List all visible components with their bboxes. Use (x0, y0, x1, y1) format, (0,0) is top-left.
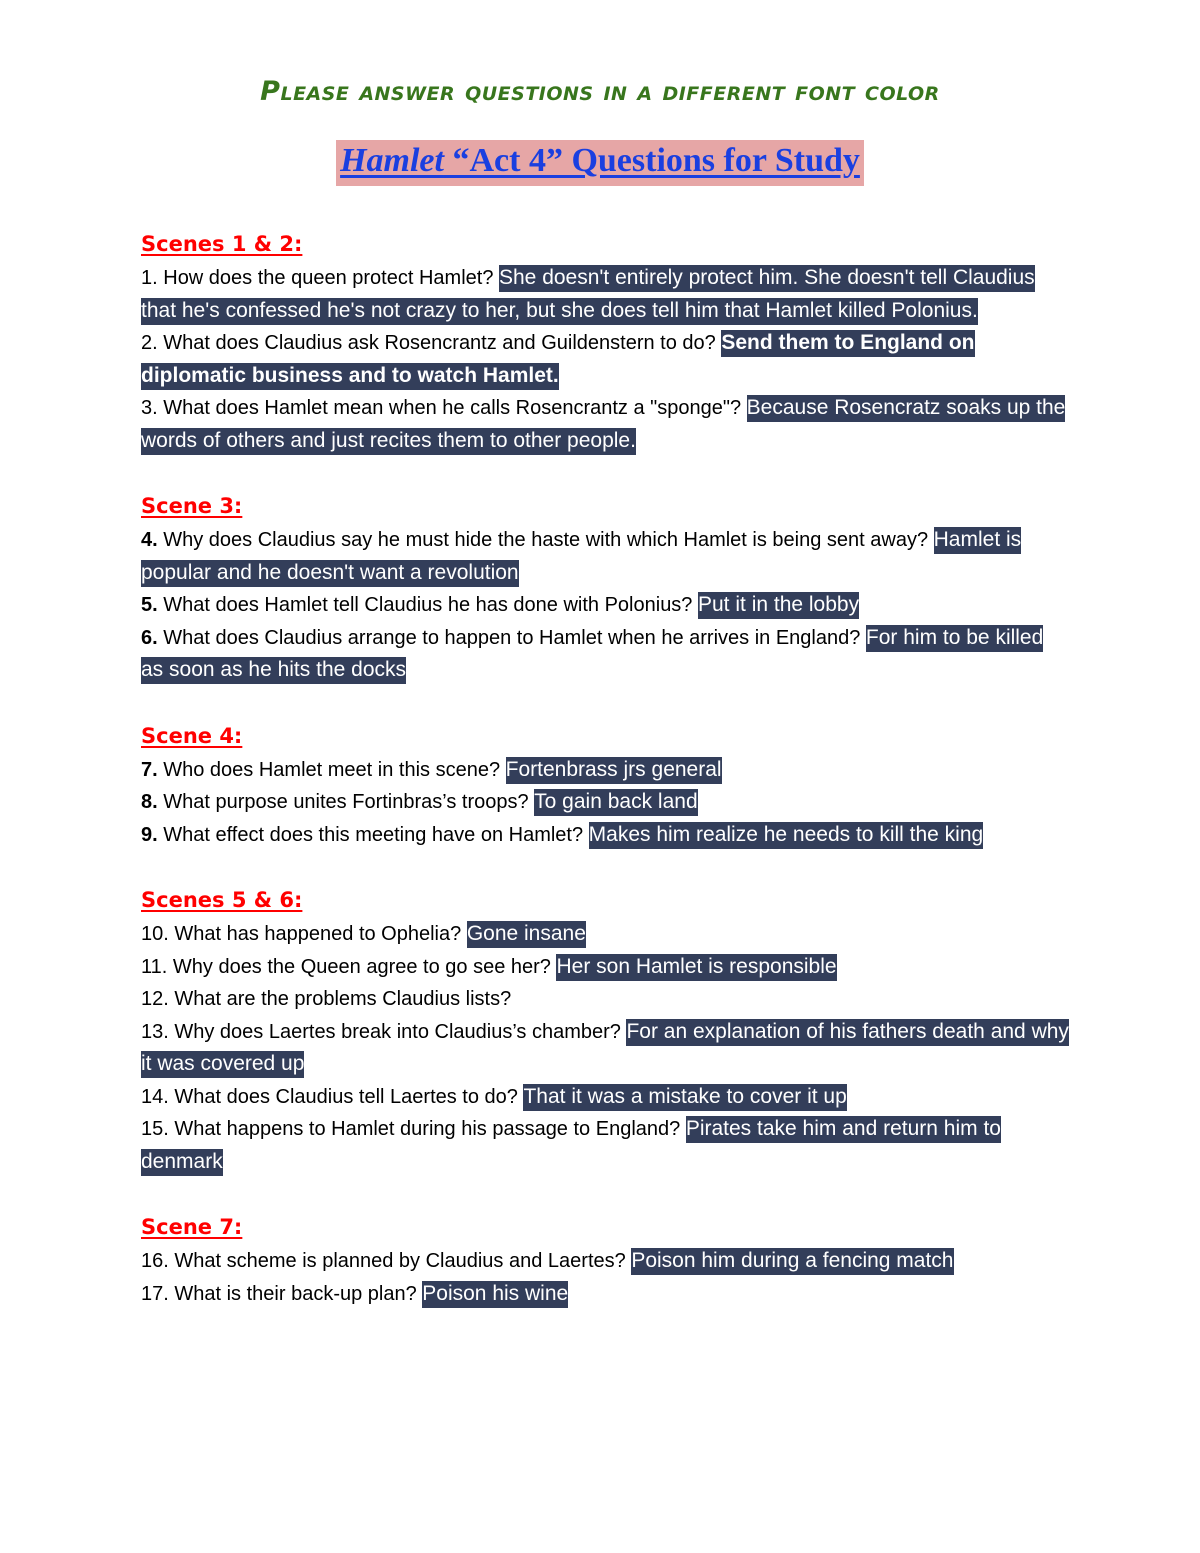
answer-text[interactable]: Send them to England on diplomatic business and to watch Hamlet. (141, 330, 975, 390)
question-3 (141, 392, 1071, 457)
question-text: What scheme is planned by Claudius and Laertes? (168, 1250, 632, 1272)
section-scene-7 (141, 1211, 1071, 1310)
answer-text[interactable]: Her son Hamlet is responsible (556, 954, 836, 981)
answer-text[interactable]: Hamlet is popular and he doesn't want a revolution (141, 527, 1021, 587)
question-text: Why does the Queen agree to go see her? (167, 955, 557, 978)
question-text: Who does Hamlet meet in this scene? (157, 758, 506, 781)
question-text: What are the problems Claudius lists? (168, 988, 512, 1010)
question-5 (141, 589, 1071, 622)
question-number: 16. (141, 1250, 169, 1272)
question-number: 17. (141, 1282, 169, 1305)
question-2 (141, 327, 1071, 392)
answer-text[interactable]: Because Rosencratz soaks up the words of others and just recites them to other people. (141, 395, 1065, 455)
question-text: What is their back-up plan? (168, 1282, 423, 1305)
question-14 (141, 1081, 1071, 1114)
section-heading: Scene 7: (141, 1215, 243, 1239)
question-number: 1. (141, 267, 158, 289)
section-heading: Scene 4: (141, 723, 243, 748)
instruction-line: Please answer questions in a different font color (260, 76, 940, 107)
section-scene-3 (141, 490, 1071, 687)
question-9 (141, 819, 1071, 852)
answer-text[interactable]: Poison his wine (422, 1281, 568, 1308)
question-12 (141, 983, 1071, 1016)
answer-text[interactable]: For an explanation of his fathers death and why it was covered up (141, 1019, 1069, 1079)
question-1 (141, 262, 1071, 327)
answer-text[interactable]: Makes him realize he needs to kill the king (589, 822, 984, 849)
question-text: What does Hamlet mean when he calls Rosencrantz a "sponge"? (157, 397, 747, 419)
answer-text[interactable]: That it was a mistake to cover it up (523, 1084, 846, 1111)
question-number: 3. (141, 397, 158, 419)
question-number: 8. (141, 791, 158, 813)
answer-text[interactable]: Poison him during a fencing match (631, 1248, 953, 1275)
questions-content (141, 228, 1071, 1343)
question-text: What does Claudius tell Laertes to do? (168, 1085, 524, 1108)
section-heading: Scenes 5 & 6: (141, 888, 303, 912)
answer-text[interactable]: Pirates take him and return him to denmark (141, 1116, 1001, 1176)
question-7 (141, 754, 1071, 787)
question-text: What does Hamlet tell Claudius he has done with Polonius? (157, 594, 698, 616)
question-text: What effect does this meeting have on Hamlet? (157, 823, 589, 846)
question-text: What happens to Hamlet during his passage to England? (168, 1118, 686, 1140)
question-text: How does the queen protect Hamlet? (157, 267, 499, 289)
question-text: Why does Claudius say he must hide the haste with which Hamlet is being sent away? (157, 529, 934, 551)
question-15 (141, 1113, 1071, 1178)
question-text: What has happened to Ophelia? (168, 923, 467, 945)
question-number: 15. (141, 1118, 169, 1140)
question-11 (141, 951, 1071, 984)
question-6 (141, 622, 1071, 687)
question-4 (141, 524, 1071, 589)
section-heading: Scenes 1 & 2: (141, 232, 303, 256)
question-number: 5. (141, 594, 158, 616)
section-scene-4 (141, 720, 1071, 852)
question-16 (141, 1245, 1071, 1278)
question-number: 2. (141, 332, 158, 354)
question-13 (141, 1016, 1071, 1081)
answer-text[interactable]: For him to be killed as soon as he hits the docks (141, 625, 1043, 685)
question-number: 13. (141, 1020, 169, 1043)
title-italic-part: Hamlet (340, 142, 444, 179)
question-text: What does Claudius ask Rosencrantz and Guildenstern to do? (157, 332, 722, 354)
question-number: 6. (141, 626, 158, 649)
answer-text[interactable]: Put it in the lobby (698, 592, 859, 619)
question-number: 9. (141, 823, 158, 846)
question-number: 11. (141, 955, 168, 978)
question-number: 4. (141, 529, 158, 551)
question-text: Why does Laertes break into Claudius’s chamber? (168, 1020, 627, 1043)
question-text: What purpose unites Fortinbras’s troops? (157, 791, 535, 813)
question-number: 10. (141, 923, 169, 945)
question-number: 14. (141, 1085, 169, 1108)
question-10 (141, 918, 1071, 951)
question-text: What does Claudius arrange to happen to Hamlet when he arrives in England? (157, 626, 866, 649)
title-rest-part: “Act 4” Questions for Study (443, 142, 860, 179)
question-17 (141, 1278, 1071, 1311)
title-wrapper (0, 140, 1200, 186)
answer-text[interactable]: To gain back land (534, 789, 697, 816)
question-number: 7. (141, 758, 158, 781)
answer-text[interactable]: Fortenbrass jrs general (506, 757, 722, 784)
section-scenes-1-2 (141, 228, 1071, 457)
page-title (336, 140, 864, 186)
answer-text[interactable]: She doesn't entirely protect him. She doesn't tell Claudius that he's confessed he's not crazy to her, but she does tell him that Hamlet killed Polonius. (141, 265, 1035, 325)
answer-text[interactable]: Gone insane (467, 921, 586, 948)
question-8 (141, 786, 1071, 819)
section-heading: Scene 3: (141, 494, 243, 518)
question-number: 12. (141, 988, 169, 1010)
section-scenes-5-6 (141, 884, 1071, 1178)
